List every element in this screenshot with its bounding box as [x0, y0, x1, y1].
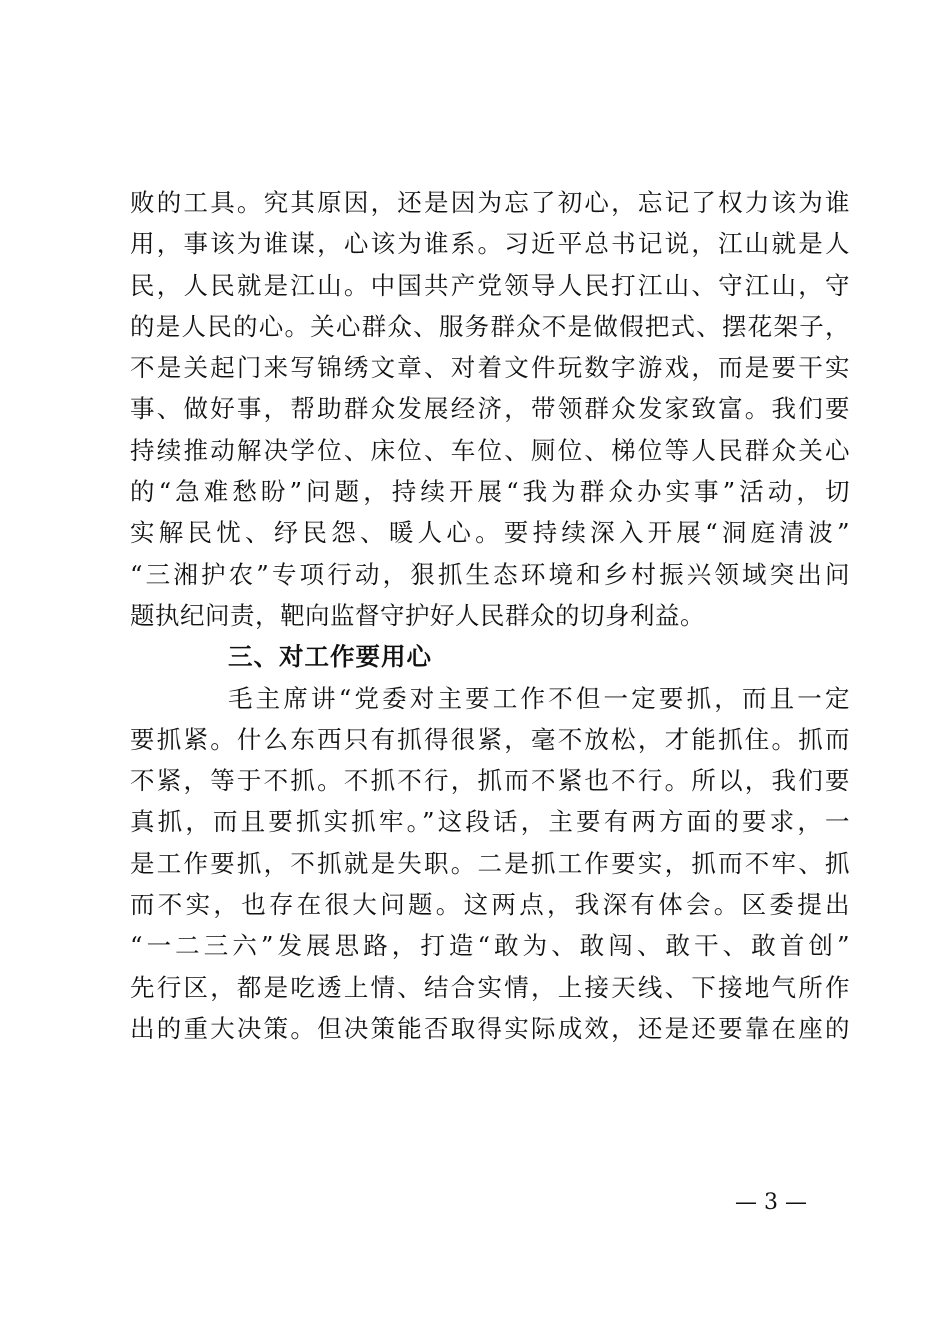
paragraph-line: “三湘护农”专项行动，狠抓生态环境和乡村振兴领域突出问	[130, 559, 850, 589]
paragraph-line: 毛主席讲“党委对主要工作不但一定要抓，而且一定	[228, 683, 850, 713]
paragraph-line: 不是关起门来写锦绣文章、对着文件玩数字游戏，而是要干实	[130, 353, 850, 383]
paragraph-line: 先行区，都是吃透上情、结合实情，上接天线、下接地气所作	[130, 972, 850, 1002]
paragraph-line: 用，事该为谁谋，心该为谁系。习近平总书记说，江山就是人	[130, 229, 850, 259]
paragraph-line: 不紧，等于不抓。不抓不行，抓而不紧也不行。所以，我们要	[130, 766, 850, 796]
paragraph-line: 真抓，而且要抓实抓牢。”这段话，主要有两方面的要求，一	[130, 807, 850, 837]
paragraph-line: 是工作要抓，不抓就是失职。二是抓工作要实，抓而不牢、抓	[130, 848, 850, 878]
paragraph-line: 败的工具。究其原因，还是因为忘了初心，忘记了权力该为谁	[130, 188, 850, 217]
paragraph-line: 民，人民就是江山。中国共产党领导人民打江山、守江山，守	[130, 270, 850, 300]
paragraph-line: 事、做好事，帮助群众发展经济，带领群众发家致富。我们要	[130, 394, 850, 424]
paragraph-line: 题执纪问责，靶向监督守护好人民群众的切身利益。	[130, 600, 705, 630]
paragraph-line: 而不实，也存在很大问题。这两点，我深有体会。区委提出	[130, 890, 850, 920]
paragraph-line: 实解民忧、纾民怨、暖人心。要持续深入开展“洞庭清波”	[130, 518, 850, 548]
paragraph-line: 的“急难愁盼”问题，持续开展“我为群众办实事”活动，切	[130, 477, 850, 507]
paragraph-line: 的是人民的心。关心群众、服务群众不是做假把式、摆花架子，	[130, 311, 850, 341]
paragraph-line: 出的重大决策。但决策能否取得实际成效，还是还要靠在座的	[130, 1013, 850, 1043]
page-number: — 3 —	[735, 1190, 807, 1215]
body-text	[130, 182, 850, 1049]
section-heading: 三、对工作要用心	[228, 642, 432, 672]
paragraph-line: “一二三六”发展思路，打造“敢为、敢闯、敢干、敢首创”	[130, 931, 850, 961]
paragraph-line: 持续推动解决学位、床位、车位、厕位、梯位等人民群众关心	[130, 435, 850, 465]
paragraph-line: 要抓紧。什么东西只有抓得很紧，毫不放松，才能抓住。抓而	[130, 724, 850, 754]
